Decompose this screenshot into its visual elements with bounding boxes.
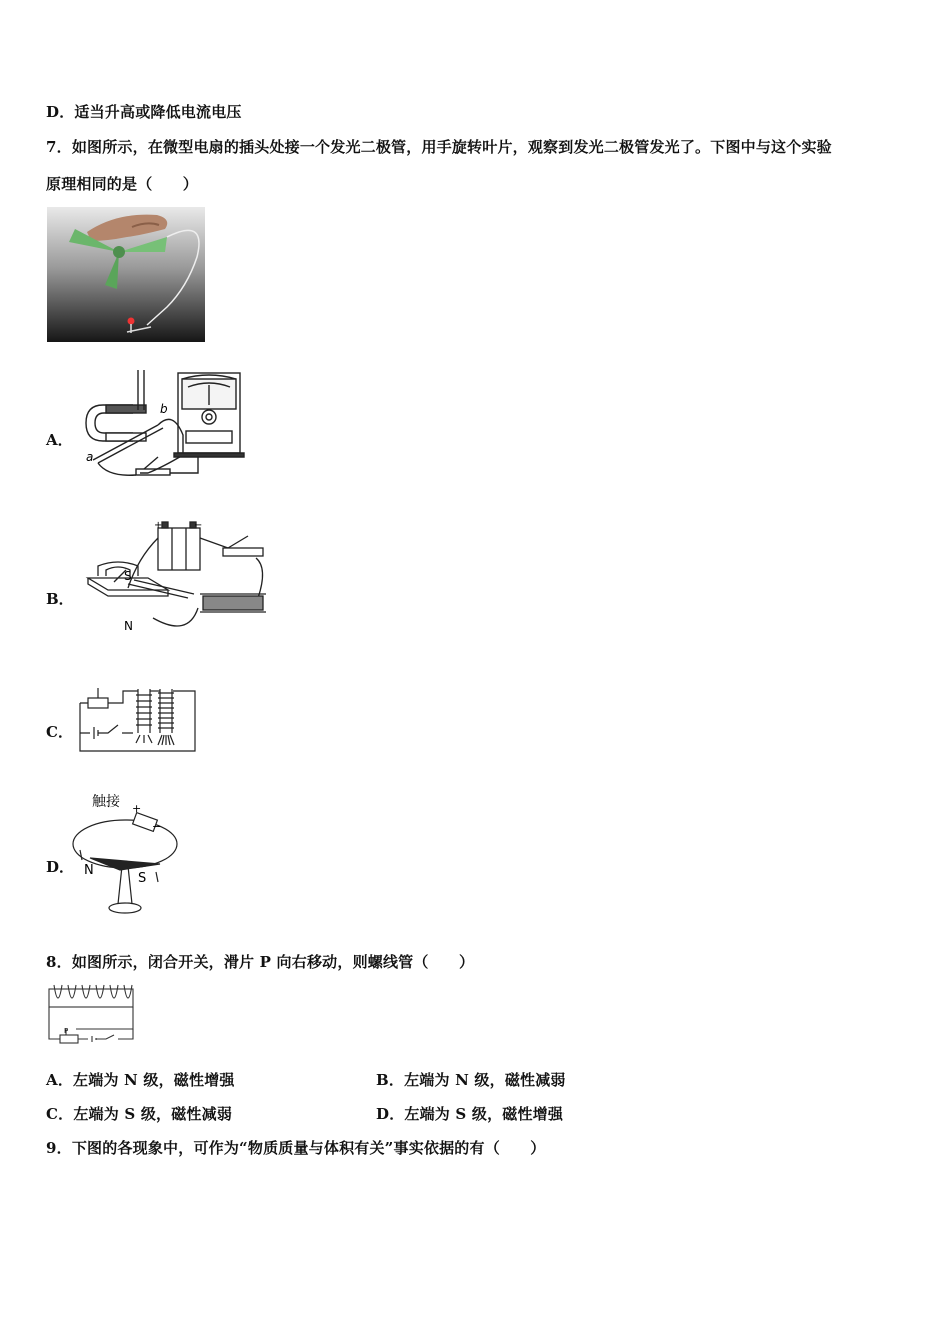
- q7-stem-line2: 原理相同的是（ ）: [46, 175, 199, 193]
- label-minus: −: [152, 820, 162, 833]
- svg-text:−: −: [194, 520, 203, 531]
- q7-option-a-label: A．: [46, 431, 73, 449]
- q8-option-b: B．左端为 N 级，磁性减弱: [376, 1071, 566, 1089]
- q8-option-c: C．左端为 S 级，磁性减弱: [46, 1105, 233, 1123]
- label-s-pole: S: [138, 871, 147, 886]
- option-c-electromagnet-figure: [78, 683, 200, 755]
- label-s: S: [124, 569, 132, 583]
- label-n: N: [124, 619, 133, 633]
- q7-option-d-label: D．: [46, 858, 75, 876]
- option-d-oersted-figure: [70, 786, 185, 921]
- q7-stem-line1: 7．如图所示，在微型电扇的插头处接一个发光二极管，用手旋转叶片，观察到发光二极管发光了。下图中与这个实验: [46, 138, 832, 156]
- option-a-generator-figure: [78, 365, 253, 490]
- label-n-pole: N: [84, 863, 94, 878]
- fan-led-photo: [47, 207, 205, 342]
- q6-option-d: D．适当升高或降低电流电压: [46, 103, 242, 121]
- q8-stem: 8．如图所示，闭合开关，滑片 P 向右移动，则螺线管（ ）: [46, 953, 475, 971]
- svg-text:+: +: [154, 520, 163, 531]
- option-b-motor-figure: [78, 518, 278, 653]
- q7-option-c-label: C．: [46, 723, 73, 741]
- q8-solenoid-figure: [46, 981, 136, 1053]
- label-touch: 触接: [92, 794, 120, 810]
- q9-stem: 9．下图的各现象中，可作为“物质质量与体积有关”事实依据的有（ ）: [46, 1139, 546, 1157]
- q7-option-b-label: B．: [46, 590, 74, 608]
- label-a: a: [86, 450, 94, 464]
- q8-option-a: A．左端为 N 级，磁性增强: [46, 1071, 235, 1089]
- q8-option-d: D．左端为 S 级，磁性增强: [376, 1105, 564, 1123]
- label-b: b: [160, 402, 168, 416]
- label-p: P: [64, 1027, 69, 1035]
- label-plus: +: [132, 802, 142, 815]
